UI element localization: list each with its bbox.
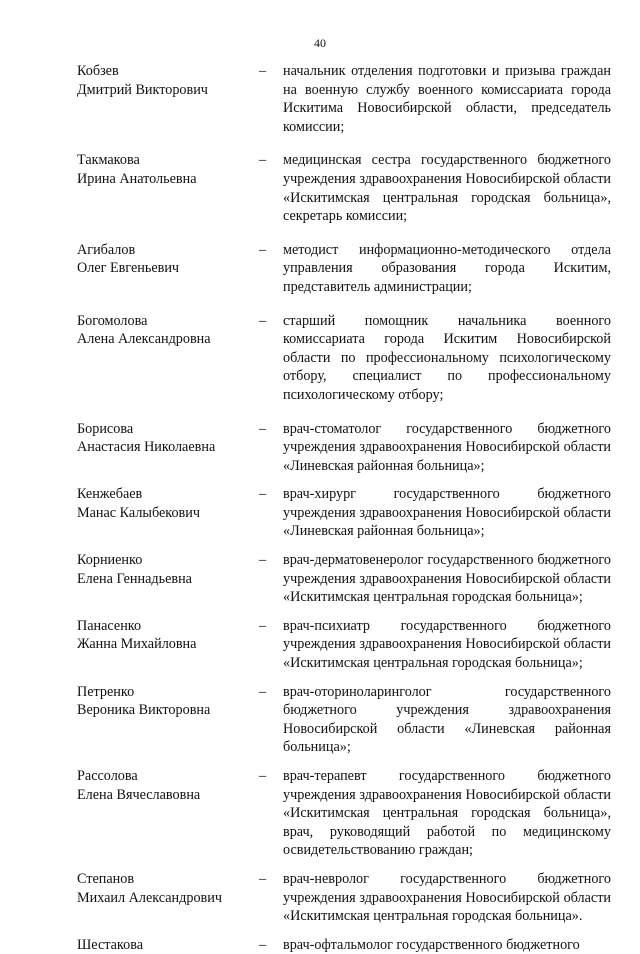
member-surname: Рассолова: [77, 768, 138, 784]
dash-separator: –: [259, 768, 267, 784]
member-name: [77, 683, 259, 757]
dash-separator: –: [259, 617, 267, 634]
member-surname: Шестакова: [77, 936, 144, 953]
member-entry: [77, 420, 611, 476]
member-entry: [77, 936, 611, 954]
member-role: врач-дерматовенеролог государственного бюджетного учреждения здравоохранения Новосибирской области «Искитимская центральная городская больница»;: [283, 552, 611, 606]
member-entry: [77, 485, 611, 541]
page-number: 40: [314, 36, 326, 50]
member-surname: Агибалов: [77, 241, 136, 258]
member-role: врач-невролог государственного бюджетного учреждения здравоохранения Новосибирской области «Искитимская центральная городская больница».: [283, 870, 611, 925]
dash-separator: –: [259, 420, 267, 437]
member-entry: [77, 241, 611, 297]
member-given-names: Жанна Михайловна: [77, 636, 197, 653]
member-surname: Корниенко: [77, 552, 143, 569]
member-name: [77, 241, 259, 297]
member-role: врач-психиатр государственного бюджетного учреждения здравоохранения Новосибирской области «Искитимская центральная городская больница»;: [283, 617, 611, 672]
member-name: [77, 551, 259, 607]
member-given-names: Елена Геннадьевна: [77, 570, 192, 587]
member-name: [77, 617, 259, 673]
dash-separator: –: [259, 63, 267, 79]
dash-separator: –: [259, 870, 267, 887]
member-role: врач-оториноларинголог государственного бюджетного учреждения здравоохранения Новосибирской области «Линевская районная больница»;: [283, 683, 611, 756]
member-given-names: Олег Евгеньевич: [77, 260, 180, 277]
dash-separator: –: [259, 552, 267, 569]
member-role: врач-хирург государственного бюджетного учреждения здравоохранения Новосибирской области «Линевская районная больница»;: [283, 486, 611, 540]
member-entry: [77, 767, 611, 860]
member-surname: Богомолова: [77, 312, 148, 329]
member-given-names: Дмитрий Викторович: [77, 81, 208, 98]
member-name: [77, 151, 259, 225]
member-role: медицинская сестра государственного бюджетного учреждения здравоохранения Новосибирской области «Искитимская центральная городская больница», секретарь комиссии;: [283, 152, 611, 225]
member-surname: Кенжебаев: [77, 486, 143, 503]
member-role: врач-терапевт государственного бюджетного учреждения здравоохранения Новосибирской области «Искитимская центральная городская больница», врач, руководящий работой по медицинскому освидетельствованию граждан;: [283, 768, 611, 859]
member-name: [77, 767, 259, 860]
member-entry: [77, 151, 611, 225]
member-given-names: Анастасия Николаевна: [77, 439, 216, 456]
member-given-names: Вероника Викторовна: [77, 702, 211, 719]
member-surname: Кобзев: [77, 63, 119, 79]
member-given-names: Михаил Александрович: [77, 889, 222, 906]
member-name: [77, 485, 259, 541]
member-name: [77, 62, 259, 136]
dash-separator: –: [259, 241, 267, 258]
member-entry: [77, 870, 611, 926]
member-entry: [77, 62, 611, 136]
member-entry: [77, 551, 611, 607]
member-name: [77, 420, 259, 476]
member-surname: Степанов: [77, 870, 135, 887]
member-entry: [77, 683, 611, 757]
dash-separator: –: [259, 683, 267, 700]
dash-separator: –: [259, 152, 267, 169]
member-role: врач-офтальмолог государственного бюджетного: [283, 936, 580, 953]
member-role: врач-стоматолог государственного бюджетного учреждения здравоохранения Новосибирской области «Линевская районная больница»;: [283, 420, 611, 474]
dash-separator: –: [259, 486, 267, 503]
member-role: методист информационно-методического отдела управления образования города Искитим, представитель администрации;: [283, 241, 611, 295]
commission-members-list: [77, 62, 611, 954]
member-entry: [77, 617, 611, 673]
member-name: [77, 936, 259, 954]
member-surname: Такмакова: [77, 152, 140, 169]
member-entry: [77, 312, 611, 405]
member-name: [77, 312, 259, 405]
dash-separator: –: [259, 936, 267, 953]
member-role: начальник отделения подготовки и призыва граждан на военную службу военного комиссариата города Искитима Новосибирской области, председатель комиссии;: [283, 63, 611, 135]
member-role: старший помощник начальника военного комиссариата города Искитим Новосибирской области по профессиональному психологическому отбору, специалист по профессиональному психологическому отбору;: [283, 312, 611, 403]
member-surname: Борисова: [77, 420, 134, 437]
member-surname: Панасенко: [77, 617, 142, 634]
member-given-names: Алена Александровна: [77, 331, 211, 348]
dash-separator: –: [259, 312, 267, 329]
member-surname: Петренко: [77, 683, 135, 700]
member-given-names: Елена Вячеславовна: [77, 786, 201, 803]
member-given-names: Ирина Анатольевна: [77, 170, 197, 187]
member-given-names: Манас Калыбекович: [77, 504, 200, 521]
member-name: [77, 870, 259, 926]
